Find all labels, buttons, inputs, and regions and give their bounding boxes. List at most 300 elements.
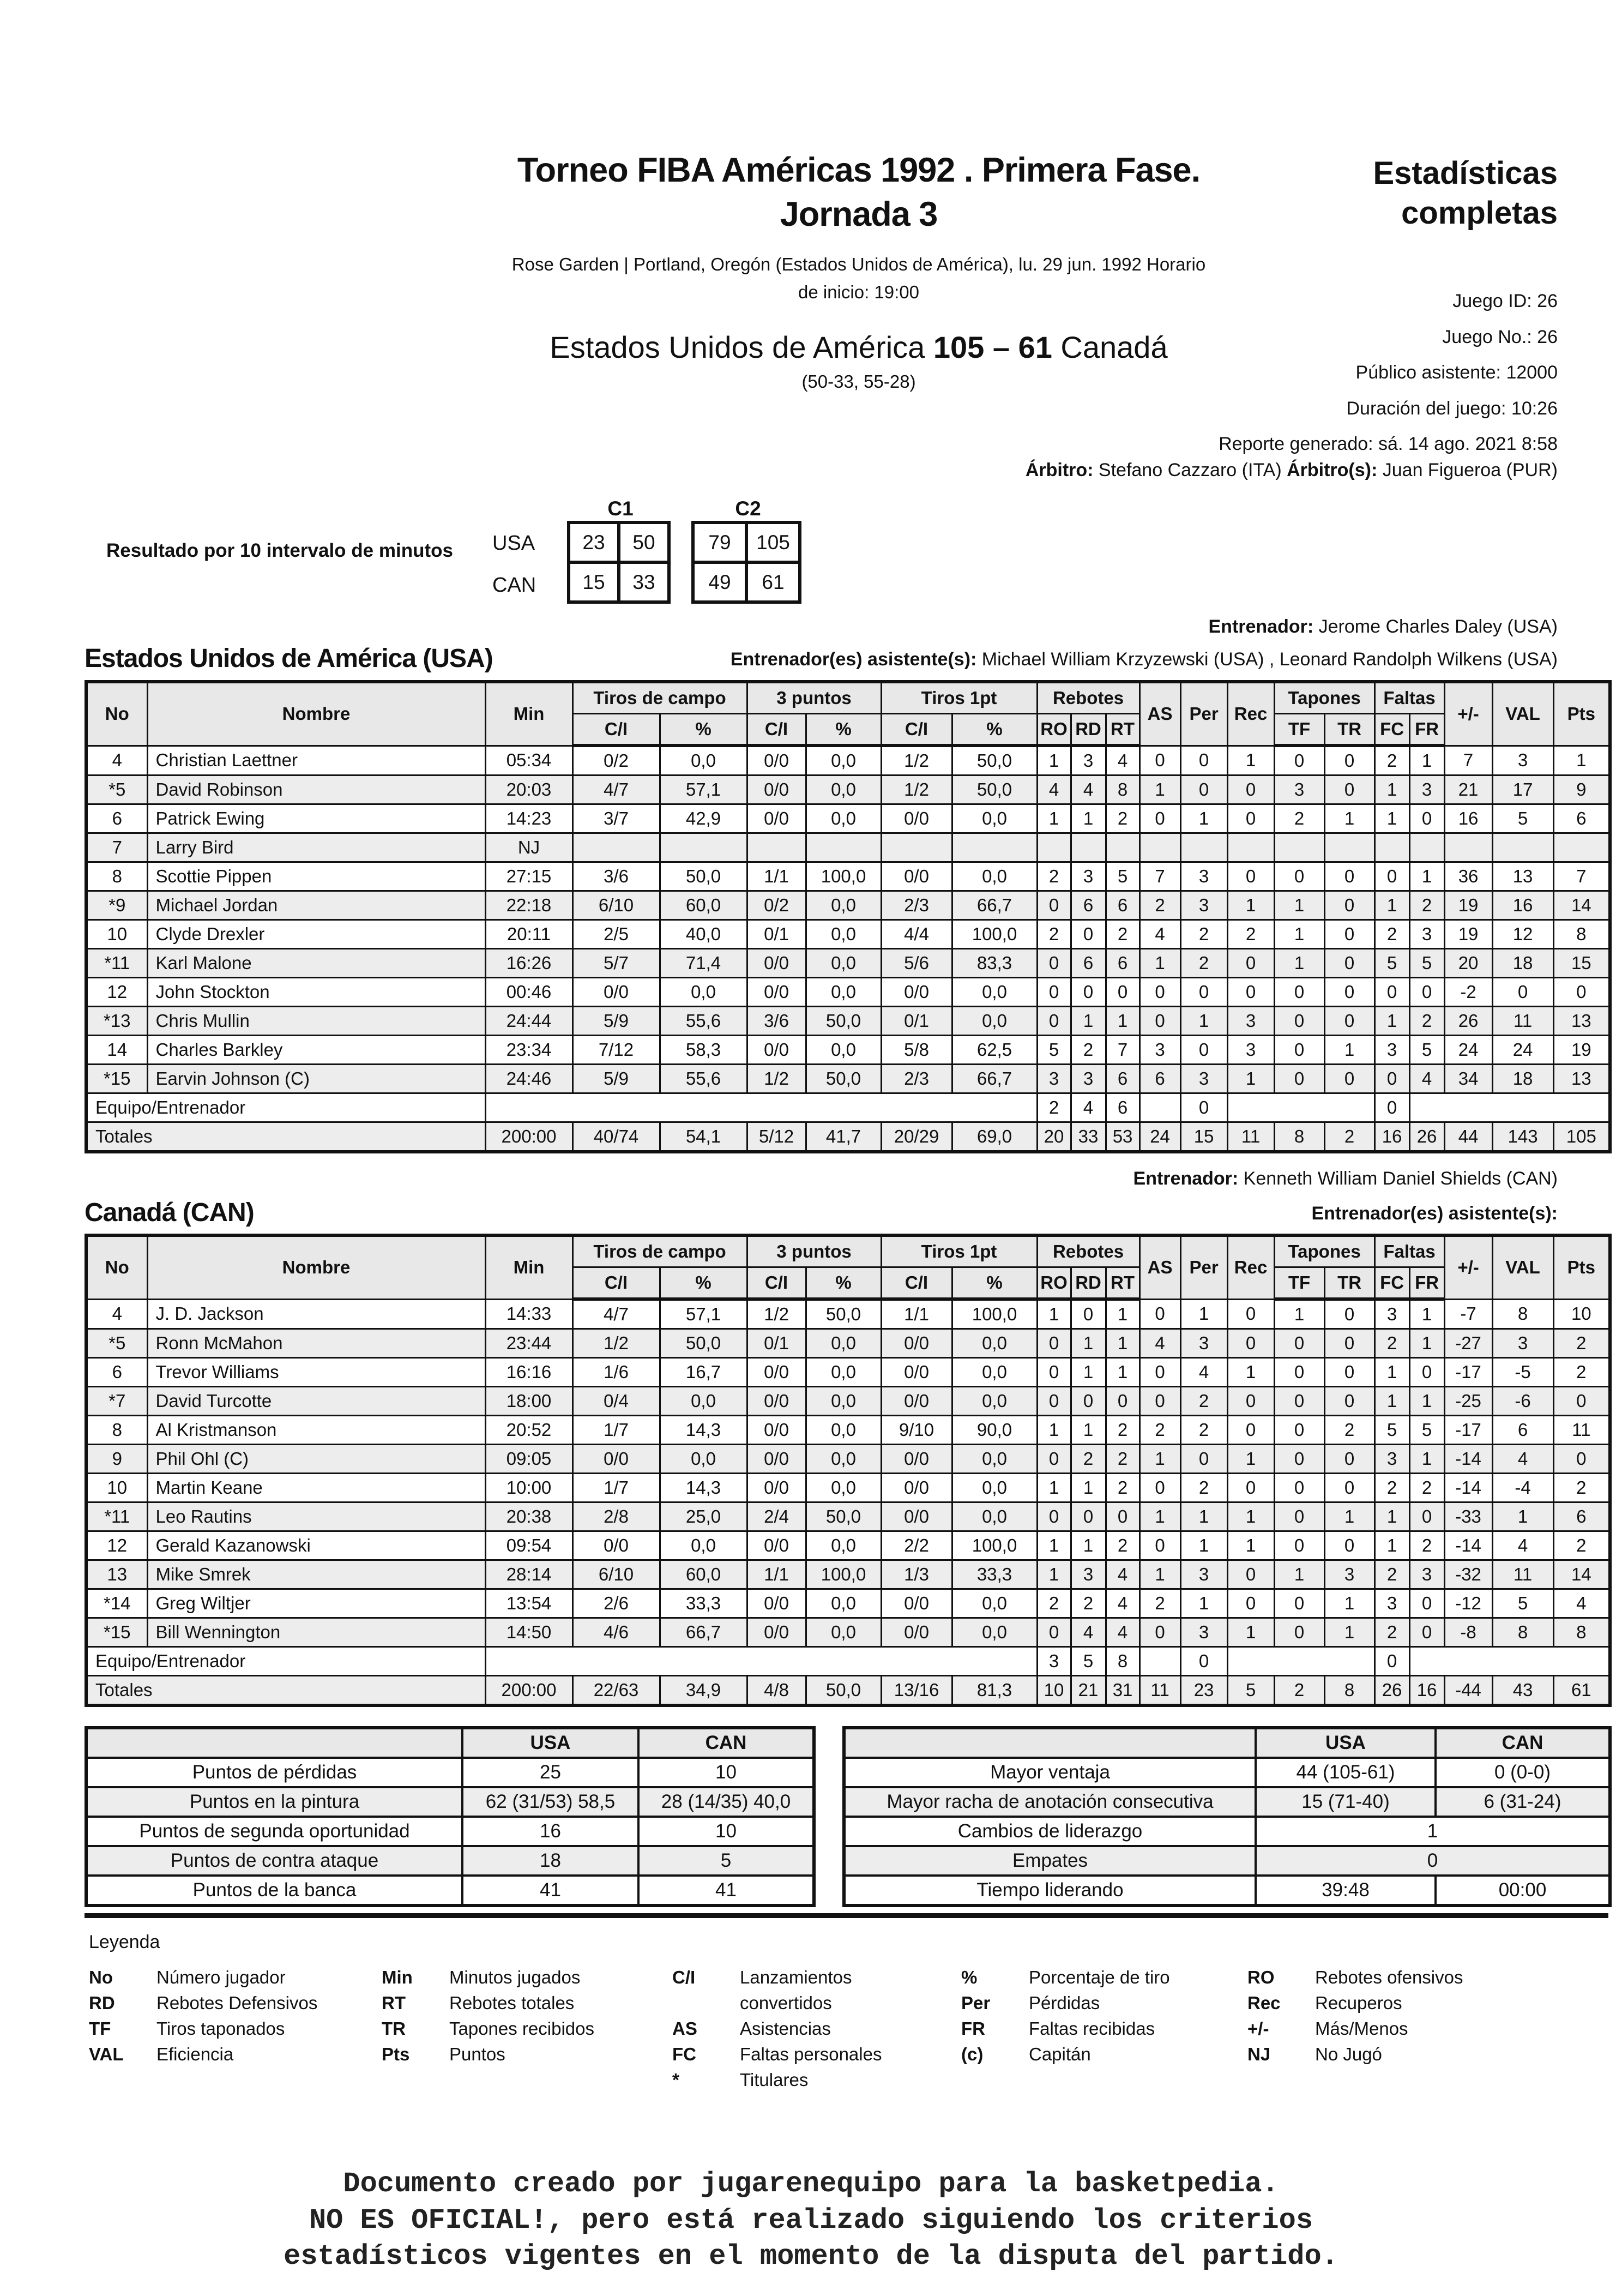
stat-cell: 0,0: [806, 1589, 881, 1618]
summary-label: Puntos de la banca: [86, 1876, 462, 1906]
player-row: [86, 1618, 1610, 1647]
interval-score-cell: 49: [693, 562, 746, 602]
stat-cell: 0: [1227, 804, 1274, 833]
col-per: Per: [1180, 1235, 1227, 1299]
stat-cell: 1: [1139, 949, 1180, 978]
stat-cell: 1: [1180, 1531, 1227, 1560]
stat-cell: 3: [1180, 1560, 1227, 1589]
can-coach-line: [1133, 1168, 1558, 1189]
summary-can-value: 0 (0-0): [1436, 1758, 1610, 1787]
stat-cell: 0: [1274, 1416, 1324, 1445]
summary-merged-value: 1: [1256, 1817, 1610, 1846]
stat-cell: 22:18: [485, 891, 572, 920]
stat-cell: 16,7: [660, 1358, 747, 1387]
stat-cell: -33: [1444, 1502, 1492, 1531]
stat-cell: 2: [1374, 920, 1409, 949]
stat-cell: 100,0: [952, 1299, 1037, 1329]
legend-abbr: *: [672, 2070, 679, 2090]
stat-cell: 3: [1180, 891, 1227, 920]
legend-desc: Minutos jugados: [449, 1967, 581, 1987]
stat-cell: 3/7: [572, 804, 660, 833]
player-name: Phil Ohl (C): [147, 1445, 485, 1474]
group-faltas: Faltas: [1374, 682, 1444, 714]
stat-cell: 2: [1374, 1474, 1409, 1502]
stat-cell: 25,0: [660, 1502, 747, 1531]
stat-cell: 0/0: [881, 1358, 952, 1387]
can-team-title: Canadá (CAN): [85, 1198, 254, 1227]
col-min: Min: [485, 1235, 572, 1299]
totals-cell: 8: [1324, 1676, 1374, 1706]
player-row: [86, 862, 1610, 891]
divider-line: [85, 1913, 1608, 1918]
stat-cell: 0: [1274, 1589, 1324, 1618]
interval-score-cell: 23: [569, 522, 619, 562]
subcol-pct: %: [660, 1267, 747, 1300]
totals-cell: 5/12: [747, 1122, 806, 1152]
stat-cell: 0,0: [952, 1329, 1037, 1358]
stat-cell: 6: [1553, 804, 1610, 833]
legend-item: [382, 2041, 672, 2067]
player-row: [86, 1560, 1610, 1589]
col-as: AS: [1139, 682, 1180, 746]
legend-abbr: RD: [89, 1993, 115, 2013]
stat-cell: 0: [1037, 1387, 1071, 1416]
stat-cell: 0: [1139, 978, 1180, 1007]
stat-cell: 0: [1374, 862, 1409, 891]
team-bench-row: [86, 1093, 1610, 1122]
player-name: Mike Smrek: [147, 1560, 485, 1589]
group-tiros-de-campo: Tiros de campo: [572, 682, 747, 714]
group-tapones: Tapones: [1274, 1235, 1374, 1267]
summary-label: Puntos de contra ataque: [86, 1846, 462, 1876]
subcol-ci: C/I: [572, 714, 660, 746]
stat-cell: 50,0: [660, 1329, 747, 1358]
legend-title: Leyenda: [89, 1932, 160, 1952]
stat-cell: 2: [1139, 1416, 1180, 1445]
legend-desc: Porcentaje de tiro: [1029, 1967, 1170, 1987]
stat-cell: [1106, 833, 1139, 862]
stat-cell: 100,0: [806, 1560, 881, 1589]
legend-desc: Puntos: [449, 2044, 505, 2064]
stat-cell: 20: [1444, 949, 1492, 978]
stat-cell: [1139, 833, 1180, 862]
legend-abbr: +/-: [1247, 2018, 1269, 2039]
legend-desc: Asistencias: [740, 2018, 831, 2039]
stat-cell: 6: [1106, 891, 1139, 920]
group-tiros-de-campo: Tiros de campo: [572, 1235, 747, 1267]
interval-table-c1: [567, 521, 671, 604]
usa-assistants-line: [731, 649, 1558, 670]
stat-cell: 1: [1409, 1445, 1444, 1474]
stat-cell: 2: [1139, 1589, 1180, 1618]
stat-cell: 0,0: [806, 1387, 881, 1416]
stat-cell: 3: [1180, 1329, 1227, 1358]
stat-cell: 1: [1374, 1502, 1409, 1531]
stat-cell: 0: [1037, 978, 1071, 1007]
subcol-ci: C/I: [881, 714, 952, 746]
summary-row: [844, 1846, 1610, 1876]
stat-cell: 0/0: [881, 978, 952, 1007]
legend-item: [1247, 1964, 1553, 1990]
summary-usa-value: 18: [462, 1846, 638, 1876]
player-row: [86, 1445, 1610, 1474]
player-no: 10: [86, 1474, 147, 1502]
legend-item: [961, 2016, 1247, 2041]
stat-cell: 1: [1324, 1618, 1374, 1647]
totals-cell: 50,0: [806, 1676, 881, 1706]
stat-cell: 0,0: [806, 1618, 881, 1647]
stat-cell: 0: [1227, 1329, 1274, 1358]
footer-line: estadísticos vigentes en el momento de la disputa del partido.: [284, 2240, 1338, 2273]
player-name: Scottie Pippen: [147, 862, 485, 891]
stat-cell: 8: [1492, 1299, 1553, 1329]
stat-cell: 3: [1409, 1560, 1444, 1589]
player-no: *13: [86, 1007, 147, 1036]
totals-cell: 23: [1180, 1676, 1227, 1706]
stat-cell: 1: [1274, 1560, 1324, 1589]
col-no: No: [86, 1235, 147, 1299]
stat-cell: 1: [1139, 776, 1180, 804]
player-row: [86, 920, 1610, 949]
stat-cell: 7: [1139, 862, 1180, 891]
legend-desc: Titulares: [740, 2070, 809, 2090]
stat-cell: 1: [1409, 1329, 1444, 1358]
can-stats-table-mount: [85, 1234, 1612, 1707]
player-no: *11: [86, 1502, 147, 1531]
summary-label: Empates: [844, 1846, 1256, 1876]
stat-cell: 1: [1492, 1502, 1553, 1531]
stat-cell: 1: [1227, 891, 1274, 920]
stat-cell: 0: [1274, 1329, 1324, 1358]
subcol-fc: FC: [1374, 714, 1409, 746]
legend-column: [382, 1964, 672, 2093]
stat-cell: 0: [1409, 804, 1444, 833]
legend-desc: Recuperos: [1315, 1993, 1402, 2013]
stat-cell: 1: [1374, 891, 1409, 920]
stat-cell: 0/0: [881, 1445, 952, 1474]
stat-cell: 5: [1374, 1416, 1409, 1445]
duration-line: Duración del juego: 10:26: [1346, 398, 1558, 419]
col-no: No: [86, 682, 147, 746]
player-name: Martin Keane: [147, 1474, 485, 1502]
stat-cell: 5/8: [881, 1036, 952, 1065]
stat-cell: 1: [1180, 804, 1227, 833]
stat-cell: 0,0: [660, 1445, 747, 1474]
stat-cell: 0: [1274, 1474, 1324, 1502]
stat-cell: 0: [1227, 776, 1274, 804]
stat-cell: 1: [1227, 1618, 1274, 1647]
stat-cell: 1: [1071, 1329, 1106, 1358]
legend-desc: Pérdidas: [1029, 1993, 1100, 2013]
legend-item: [672, 2067, 961, 2093]
stat-cell: 0,0: [952, 1474, 1037, 1502]
summary-can-value: 5: [638, 1846, 814, 1876]
stat-cell: 0: [1180, 1093, 1227, 1122]
subcol-tf: TF: [1274, 714, 1324, 746]
stat-cell: [1324, 833, 1374, 862]
stat-cell: 0,0: [806, 1416, 881, 1445]
report-generated-line: Reporte generado: sá. 14 ago. 2021 8:58: [1219, 434, 1558, 455]
legend-abbr: FC: [672, 2044, 696, 2064]
tournament-title: Torneo FIBA Américas 1992 . Primera Fase.: [517, 151, 1201, 189]
stat-cell: 1: [1180, 1007, 1227, 1036]
stat-cell: 7: [1444, 746, 1492, 776]
stat-cell: 5/7: [572, 949, 660, 978]
legend-desc: Rebotes ofensivos: [1315, 1967, 1463, 1987]
group-rebotes: Rebotes: [1037, 682, 1139, 714]
empty-cell: [1139, 1093, 1180, 1122]
legend-desc: Rebotes Defensivos: [156, 1993, 318, 2013]
player-name: Bill Wennington: [147, 1618, 485, 1647]
legend-item: [382, 1990, 672, 2016]
player-row: [86, 949, 1610, 978]
can-stats-table: [85, 1234, 1612, 1707]
stat-cell: 2: [1553, 1329, 1610, 1358]
totals-cell: 34,9: [660, 1676, 747, 1706]
stat-cell: 0/0: [747, 1445, 806, 1474]
stat-cell: [1274, 833, 1324, 862]
stat-cell: 1/2: [572, 1329, 660, 1358]
group-faltas: Faltas: [1374, 1235, 1444, 1267]
stat-cell: 0: [1324, 746, 1374, 776]
summary-can-value: 6 (31-24): [1436, 1787, 1610, 1817]
stat-cell: 3: [1037, 1647, 1071, 1676]
group-3-puntos: 3 puntos: [747, 1235, 881, 1267]
stat-cell: 1/2: [881, 776, 952, 804]
stat-cell: 0,0: [952, 804, 1037, 833]
subcol-ci: C/I: [747, 714, 806, 746]
stat-cell: 50,0: [952, 746, 1037, 776]
stat-cell: 0: [1227, 1474, 1274, 1502]
stat-cell: 2/3: [881, 1065, 952, 1093]
stat-cell: 2: [1409, 1474, 1444, 1502]
legend-desc: Número jugador: [156, 1967, 286, 1987]
stat-cell: 20:52: [485, 1416, 572, 1445]
stat-cell: 3: [1374, 1036, 1409, 1065]
summary-row: [844, 1817, 1610, 1846]
stat-cell: 0/0: [747, 949, 806, 978]
totals-label: Totales: [86, 1676, 485, 1706]
can-assistants-line: [1311, 1203, 1558, 1224]
stat-cell: 0,0: [806, 1358, 881, 1387]
stat-cell: 0: [1324, 891, 1374, 920]
stat-cell: 0/0: [881, 1502, 952, 1531]
stat-cell: 1: [1374, 1007, 1409, 1036]
player-no: *5: [86, 1329, 147, 1358]
stat-cell: 7/12: [572, 1036, 660, 1065]
stat-cell: -17: [1444, 1416, 1492, 1445]
group-tapones: Tapones: [1274, 682, 1374, 714]
stat-cell: 1: [1227, 1065, 1274, 1093]
totals-cell: 16: [1409, 1676, 1444, 1706]
stat-cell: 24: [1492, 1036, 1553, 1065]
player-no: 4: [86, 1299, 147, 1329]
stat-cell: 58,3: [660, 1036, 747, 1065]
stat-cell: 0,0: [660, 1531, 747, 1560]
col-pts: Pts: [1553, 1235, 1610, 1299]
legend-item: [1247, 1990, 1553, 2016]
stat-cell: 0/0: [881, 804, 952, 833]
stat-cell: 2: [1409, 1007, 1444, 1036]
totals-cell: 53: [1106, 1122, 1139, 1152]
player-no: *15: [86, 1065, 147, 1093]
stat-cell: 60,0: [660, 1560, 747, 1589]
stat-cell: 0: [1227, 1299, 1274, 1329]
stat-cell: 0: [1227, 1560, 1274, 1589]
stat-cell: -32: [1444, 1560, 1492, 1589]
stat-cell: 11: [1492, 1560, 1553, 1589]
stat-cell: 2: [1180, 1387, 1227, 1416]
stat-cell: 1/7: [572, 1474, 660, 1502]
legend-item: [382, 1964, 672, 1990]
legend-column: [89, 1964, 382, 2093]
points-summary-table: [85, 1726, 816, 1907]
stat-cell: 0/0: [572, 978, 660, 1007]
totals-cell: 26: [1409, 1122, 1444, 1152]
player-name: Chris Mullin: [147, 1007, 485, 1036]
stat-cell: 2: [1139, 891, 1180, 920]
stat-cell: 50,0: [806, 1065, 881, 1093]
totals-cell: 8: [1274, 1122, 1324, 1152]
footer-line: Documento creado por jugarenequipo para la basketpedia.: [343, 2168, 1279, 2200]
subcol-ro: RO: [1037, 714, 1071, 746]
stat-cell: 1: [1106, 1329, 1139, 1358]
stat-cell: 2: [1374, 746, 1409, 776]
stat-cell: 2: [1180, 920, 1227, 949]
stat-cell: [1492, 833, 1553, 862]
stat-cell: 0,0: [806, 1036, 881, 1065]
summary-usa-value: 44 (105-61): [1256, 1758, 1436, 1787]
stat-cell: 0: [1139, 1474, 1180, 1502]
interval-score-cell: 15: [569, 562, 619, 602]
stat-cell: 0: [1374, 1065, 1409, 1093]
interval-team-can: CAN: [492, 574, 536, 597]
player-name: Earvin Johnson (C): [147, 1065, 485, 1093]
stat-cell: NJ: [485, 833, 572, 862]
stat-cell: 6: [1106, 949, 1139, 978]
player-no: 6: [86, 1358, 147, 1387]
intervals-label: Resultado por 10 intervalo de minutos: [106, 540, 453, 561]
stat-cell: 8: [1492, 1618, 1553, 1647]
stat-cell: 3: [1374, 1445, 1409, 1474]
stat-cell: 55,6: [660, 1065, 747, 1093]
stat-cell: 0,0: [806, 920, 881, 949]
stat-cell: 1: [1409, 746, 1444, 776]
stat-cell: [1071, 833, 1106, 862]
stat-cell: 8: [1553, 1618, 1610, 1647]
stat-cell: 3/6: [747, 1007, 806, 1036]
stat-cell: 6/10: [572, 1560, 660, 1589]
col-pts: Pts: [1553, 682, 1610, 746]
empty-cell: [1227, 1093, 1374, 1122]
stat-cell: 28:14: [485, 1560, 572, 1589]
stat-cell: 8: [1106, 776, 1139, 804]
legend-item: [961, 1964, 1247, 1990]
stat-cell: 0/0: [747, 1387, 806, 1416]
subcol-rd: RD: [1071, 1267, 1106, 1300]
stat-cell: [1444, 833, 1492, 862]
stat-cell: 3: [1071, 746, 1106, 776]
stat-cell: 0/0: [747, 1474, 806, 1502]
interval-score-cell: 33: [619, 562, 669, 602]
player-name: John Stockton: [147, 978, 485, 1007]
stat-cell: 1: [1139, 1560, 1180, 1589]
stat-cell: 0: [1324, 1329, 1374, 1358]
stat-cell: 0: [1180, 746, 1227, 776]
player-row: [86, 1329, 1610, 1358]
stat-cell: 4: [1139, 1329, 1180, 1358]
stat-cell: 1: [1106, 1299, 1139, 1329]
referee1-label: Árbitro:: [1025, 460, 1094, 480]
stat-cell: 3: [1374, 1589, 1409, 1618]
stat-cell: 2: [1106, 920, 1139, 949]
stat-cell: -2: [1444, 978, 1492, 1007]
summary-row: [844, 1876, 1610, 1906]
summary-label: Mayor racha de anotación consecutiva: [844, 1787, 1256, 1817]
stat-cell: 60,0: [660, 891, 747, 920]
stat-cell: 0,0: [952, 1502, 1037, 1531]
stat-cell: [660, 833, 747, 862]
subcol-tr: TR: [1324, 714, 1374, 746]
stat-cell: -27: [1444, 1329, 1492, 1358]
legend-abbr: C/I: [672, 1967, 696, 1987]
stat-cell: 0/0: [747, 776, 806, 804]
streaks-summary-table: [842, 1726, 1612, 1907]
stat-cell: 0: [1274, 1065, 1324, 1093]
stat-cell: 19: [1444, 891, 1492, 920]
stat-cell: 0/0: [747, 1618, 806, 1647]
player-row: [86, 833, 1610, 862]
player-name: Christian Laettner: [147, 746, 485, 776]
subcol-ci: C/I: [572, 1267, 660, 1300]
summary-can-value: 28 (14/35) 40,0: [638, 1787, 814, 1817]
stat-cell: 0/0: [881, 1329, 952, 1358]
player-row: [86, 1387, 1610, 1416]
stat-cell: 16:16: [485, 1358, 572, 1387]
stat-cell: 1: [1139, 1445, 1180, 1474]
summary-blank-header: [86, 1728, 462, 1758]
player-row: [86, 1036, 1610, 1065]
stat-cell: 5: [1492, 804, 1553, 833]
stat-cell: 0,0: [952, 1007, 1037, 1036]
interval-table-c2: [691, 521, 801, 604]
stat-cell: 0: [1409, 1589, 1444, 1618]
usa-team-title: Estados Unidos de América (USA): [85, 644, 493, 673]
legend-desc: Faltas personales: [740, 2044, 882, 2064]
stat-cell: 4: [1106, 746, 1139, 776]
player-no: 9: [86, 1445, 147, 1474]
summary-label: Cambios de liderazgo: [844, 1817, 1256, 1846]
stat-cell: 14,3: [660, 1474, 747, 1502]
stat-cell: 5: [1037, 1036, 1071, 1065]
totals-cell: 2: [1274, 1676, 1324, 1706]
player-name: Michael Jordan: [147, 891, 485, 920]
stat-cell: 3: [1324, 1560, 1374, 1589]
legend-item: [672, 1964, 961, 2016]
interval-score-cell: 105: [746, 522, 800, 562]
summary-can-value: 10: [638, 1758, 814, 1787]
subcol-fr: FR: [1409, 714, 1444, 746]
player-no: *9: [86, 891, 147, 920]
totals-cell: 21: [1071, 1676, 1106, 1706]
stat-cell: 2/5: [572, 920, 660, 949]
subcol-pct: %: [806, 714, 881, 746]
totals-cell: 13/16: [881, 1676, 952, 1706]
team-bench-row: [86, 1647, 1610, 1676]
player-row: [86, 978, 1610, 1007]
legend-abbr: FR: [961, 2018, 985, 2039]
legend-abbr: Rec: [1247, 1993, 1281, 2013]
